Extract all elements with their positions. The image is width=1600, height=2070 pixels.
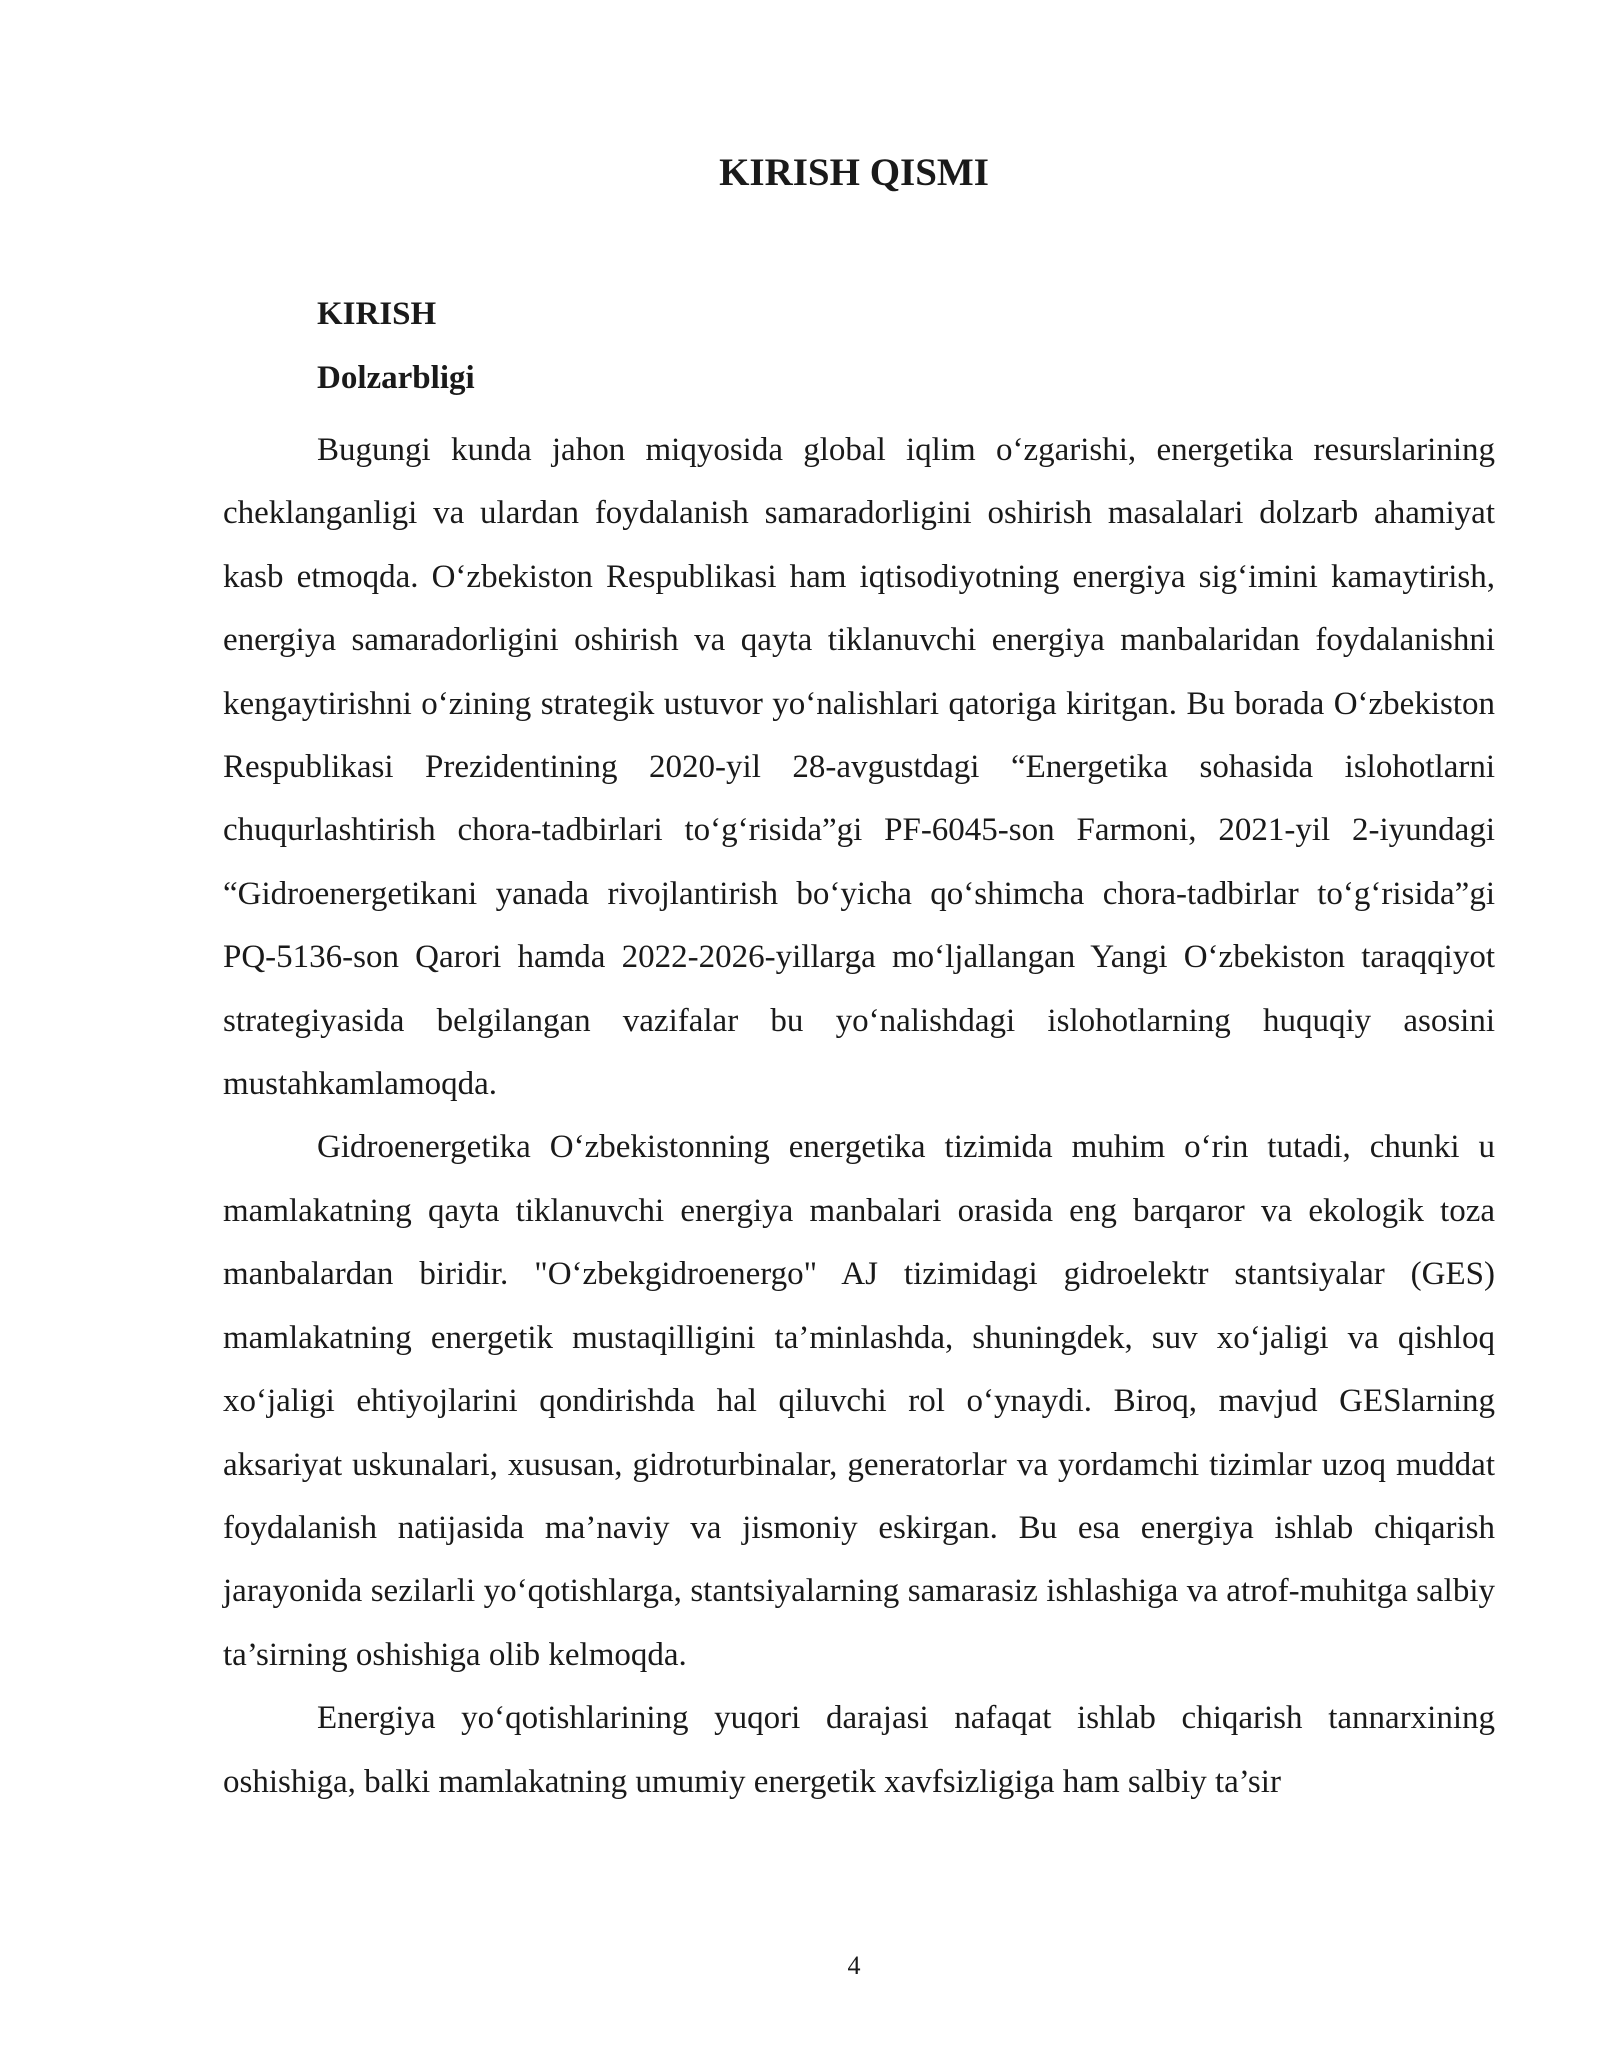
page-number: 4 bbox=[847, 1951, 861, 1980]
page-title: KIRISH QISMI bbox=[719, 151, 989, 194]
paragraph: Gidroenergetika O‘zbekistonning energetika tizimida muhim o‘rin tutadi, chunki u mamlakatning qayta tiklanuvchi energiya manbalari orasida eng barqaror va ekologik toza manbalardan biridir. "O‘zbekgidroenergo" AJ tizimidagi gidroelektr stantsiyalar (GES) mamlakatning energetik mustaqilligini ta’minlashda, shuningdek, suv xo‘jaligi va qishloq xo‘jaligi ehtiyojlarini qondirishda hal qiluvchi rol o‘ynaydi. Biroq, mavjud GESlarning aksariyat uskunalari, xususan, gidroturbinalar, generatorlar va yordamchi tizimlar uzoq muddat foydalanish natijasida ma’naviy va jismoniy eskirgan. Bu esa energiya ishlab chiqarish jarayonida sezilarli yo‘qotishlarga, stantsiyalarning samarasiz ishlashiga va atrof-muhitga salbiy ta’sirning oshishiga olib kelmoqda. bbox=[223, 1129, 1495, 1673]
subsection-heading: Dolzarbligi bbox=[317, 360, 475, 396]
section-heading: KIRISH bbox=[317, 296, 437, 332]
paragraph: Energiya yo‘qotishlarining yuqori darajasi nafaqat ishlab chiqarish tannarxining oshishiga, balki mamlakatning umumiy energetik xavfsizligiga ham salbiy ta’sir bbox=[223, 1700, 1495, 1800]
paragraph: Bugungi kunda jahon miqyosida global iqlim o‘zgarishi, energetika resurslarining cheklanganligi va ulardan foydalanish samaradorligini oshirish masalalari dolzarb ahamiyat kasb etmoqda. O‘zbekiston Respublikasi ham iqtisodiyotning energiya sig‘imini kamaytirish, energiya samaradorligini oshirish va qayta tiklanuvchi energiya manbalaridan foydalanishni kengaytirishni o‘zining strategik ustuvor yo‘nalishlari qatoriga kiritgan. Bu borada O‘zbekiston Respublikasi Prezidentining 2020-yil 28-avgustdagi “Energetika sohasida islohotlarni chuqurlashtirish chora-tadbirlari to‘g‘risida”gi PF-6045-son Farmoni, 2021-yil 2-iyundagi “Gidroenergetikani yanada rivojlantirish bo‘yicha qo‘shimcha chora-tadbirlar to‘g‘risida”gi PQ-5136-son Qarori hamda 2022-2026-yillarga mo‘ljallangan Yangi O‘zbekiston taraqqiyot strategiyasida belgilangan vazifalar bu yo‘nalishdagi islohotlarning huquqiy asosini mustahkamlamoqda. bbox=[223, 432, 1495, 1103]
body-text bbox=[223, 419, 1495, 1814]
